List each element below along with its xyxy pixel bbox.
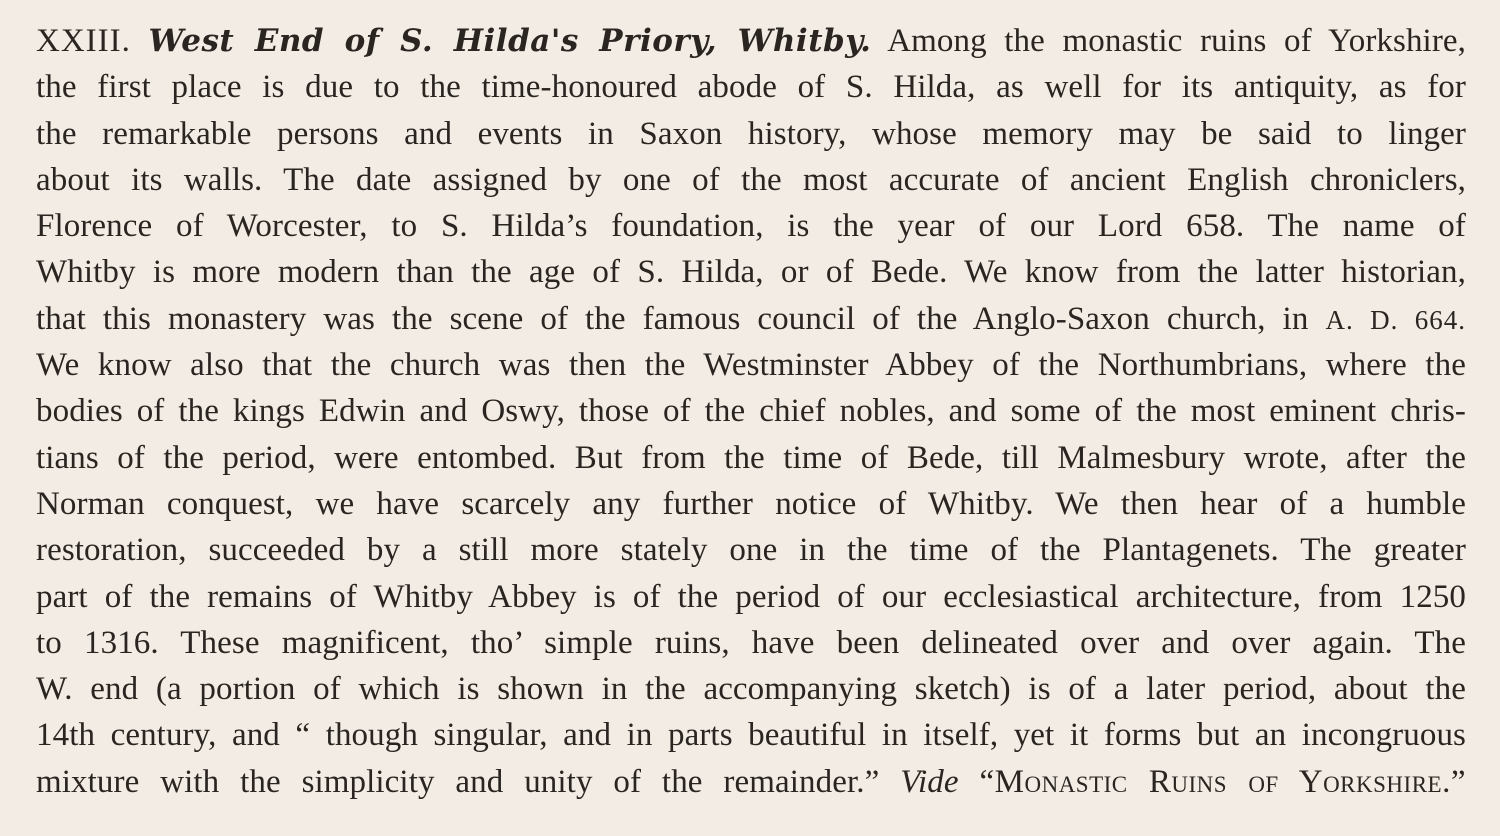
line-1-text: Among the monastic ruins of Yorkshire,	[887, 23, 1467, 59]
text-line-11: Norman conquest, we have scarcely any further notice of Whitby. We then hear of a humble	[36, 485, 1466, 522]
text-line-13: part of the remains of Whitby Abbey is of the period of our ecclesiastical architecture, from 1250	[36, 578, 1466, 615]
text-line-14: to 1316. These magnificent, tho’ simple ruins, have been delineated over and over again. The	[36, 624, 1466, 661]
line-17-text: mixture with the simplicity and unity of the remainder.”	[36, 763, 880, 800]
text-line-12: restoration, succeeded by a still more stately one in the time of the Plantagenets. The greater	[36, 532, 1466, 569]
line-7-text: that this monastery was the scene of the famous council of the Anglo-Saxon church, in	[36, 300, 1309, 337]
text-line-8: We know also that the church was then the Westminster Abbey of the Northumbrians, where the	[36, 347, 1466, 384]
text-line-9: bodies of the kings Edwin and Oswy, those of the chief nobles, and some of the most eminent chris-	[36, 393, 1466, 430]
text-line-2: the first place is due to the time-honoured abode of S. Hilda, as well for its antiquity, as for	[36, 69, 1466, 106]
text-line-6: Whitby is more modern than the age of S. Hilda, or of Bede. We know from the latter historian,	[36, 254, 1466, 291]
text-line-7	[36, 296, 1466, 342]
text-line-17	[36, 759, 1466, 805]
text-line-15: W. end (a portion of which is shown in the accompanying sketch) is of a later period, about the	[36, 671, 1466, 708]
vide-word: Vide	[900, 763, 959, 800]
text-line-4: about its walls. The date assigned by one of the most accurate of ancient English chroniclers,	[36, 161, 1466, 198]
entry-title: West End of S. Hilda's Priory, Whitby.	[148, 23, 872, 59]
date-reference: A. D. 664.	[1325, 304, 1467, 335]
source-title: “Monastic Ruins of Yorkshire.”	[979, 763, 1466, 800]
text-line-16: 14th century, and “ though singular, and in parts beautiful in itself, yet it forms but an incongruous	[36, 717, 1466, 754]
entry-numeral: XXIII.	[36, 23, 131, 59]
text-line-3: the remarkable persons and events in Saxon history, whose memory may be said to linger	[36, 115, 1466, 152]
text-line-1	[36, 18, 1466, 64]
text-line-5: Florence of Worcester, to S. Hilda’s foundation, is the year of our Lord 658. The name of	[36, 208, 1466, 245]
text-line-10: tians of the period, were entombed. But from the time of Bede, till Malmesbury wrote, after the	[36, 439, 1466, 476]
